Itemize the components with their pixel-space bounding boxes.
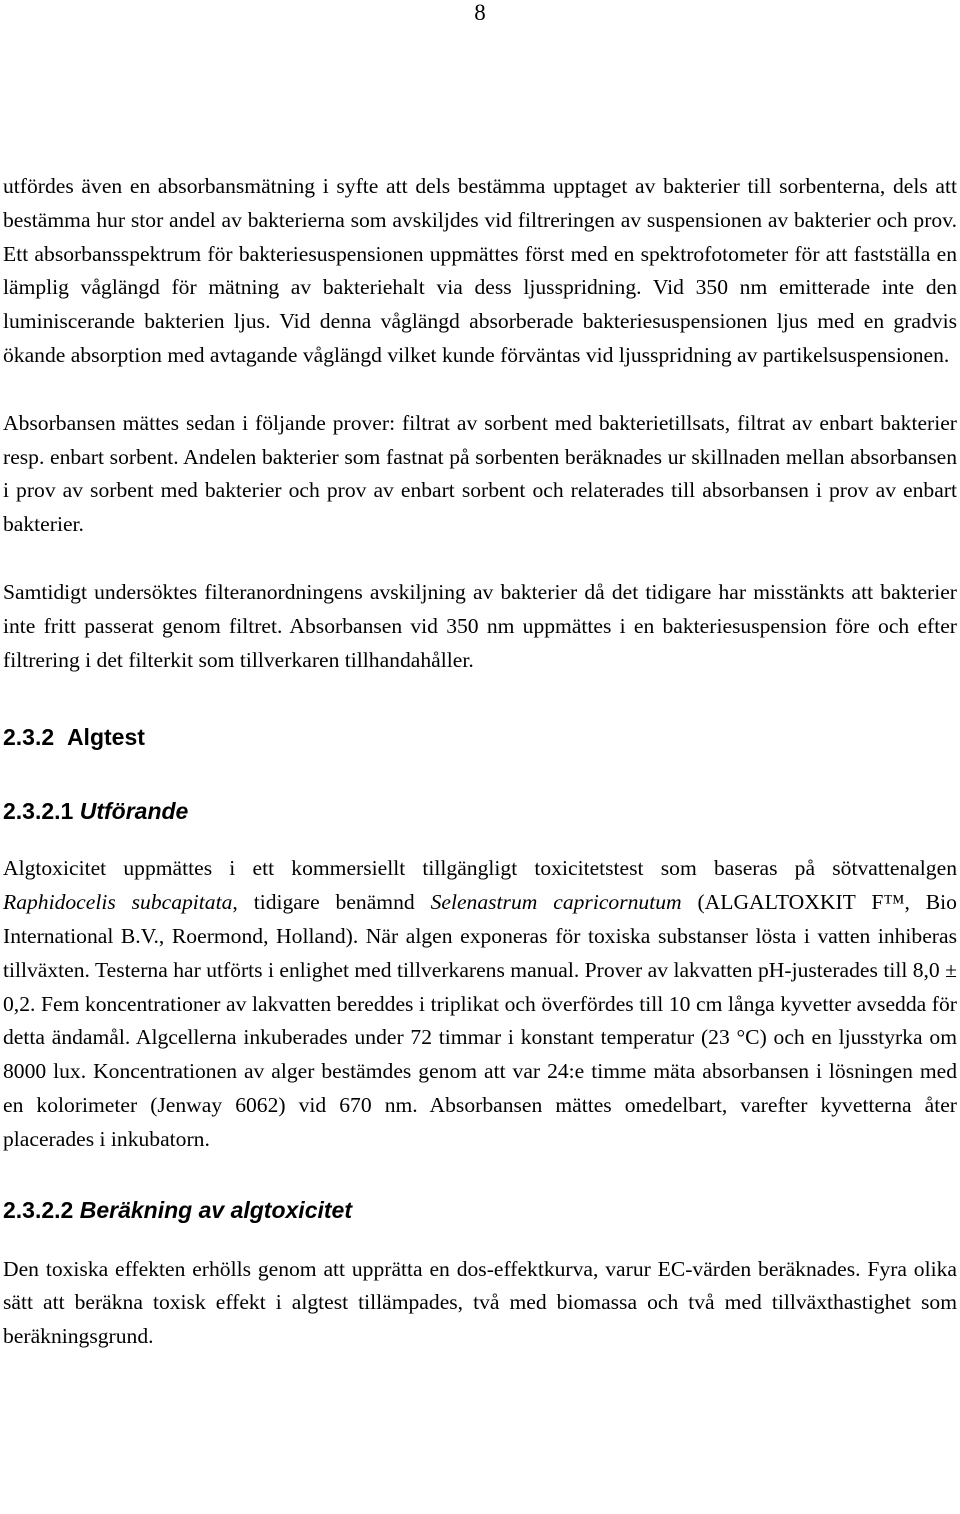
species-name-raphidocelis: Raphidocelis subcapitata <box>3 890 233 915</box>
subsection-title: Utförande <box>79 798 189 825</box>
species-name-selenastrum: Selenastrum capricornutum <box>430 890 682 915</box>
section-heading-algtest <box>3 722 957 752</box>
paragraph-utforande <box>3 852 957 1156</box>
section-title: Algtest <box>66 724 145 751</box>
section-number: 2.3.2 <box>3 724 55 751</box>
paragraph-berakning: Den toxiska effekten erhölls genom att upprätta en dos-effektkurva, varur EC-värden beräknades. Fyra olika sätt att beräkna toxisk effekt i algtest tillämpades, två med biomassa och två med tillväxthastighet som beräkningsgrund. <box>3 1256 957 1349</box>
paragraph-filter-separation: Samtidigt undersöktes filteranordningens avskiljning av bakterier då det tidigare har misstänkts att bakterier inte fritt passerat genom filtret. Absorbansen vid 350 nm uppmättes i en bakteriesuspension före och efter filtrering i det filterkit som tillverkaren tillhandahåller. <box>3 579 957 672</box>
page-number: 8 <box>474 0 486 25</box>
paragraph-absorbance-method: utfördes även en absorbansmätning i syfte att dels bestämma upptaget av bakterier till sorbenterna, dels att bestämma hur stor andel av bakterierna som avskiljdes vid filtreringen av suspensionen av bakterier och prov. Ett absorbansspektrum för bakteriesuspensionen uppmättes först med en spektrofotometer för att fastställa en lämplig våglängd för mätning av bakteriehalt via dess ljusspridning. Vid 350 nm emitterade inte den luminiscerande bakterien ljus. Vid denna våglängd absorberade bakteriesuspensionen ljus med en gradvis ökande absorption med avtagande våglängd vilket kunde förväntas vid ljusspridning av partikelsuspensionen. <box>3 174 957 367</box>
subsection-heading-berakning <box>3 1195 957 1225</box>
utforande-text-c: (ALGALTOXKIT F™, Bio International B.V., Roermond, Holland). När algen exponeras för toxiska substanser lösta i vatten inhiberas tillväxten. Testerna har utförts i enlighet med tillverkarens manual. Prover av lakvatten pH-justerades till 8,0 ± 0,2. Fem koncentrationer av lakvatten bereddes i triplikat och överfördes till 10 cm långa kyvetter avsedda för detta ändamål. Algcellerna inkuberades under 72 timmar i konstant temperatur (23 °C) och en ljusstyrka om 8000 lux. Koncentrationen av alger bestämdes genom att var 24:e timme mäta absorbansen i lösningen med en kolorimeter (Jenway 6062) vid 670 nm. Absorbansen mättes omedelbart, varefter kyvetterna åter placerades i inkubatorn. <box>3 890 957 1151</box>
utforande-text-b: , tidigare benämnd <box>232 890 431 915</box>
utforande-text-a: Algtoxicitet uppmättes i ett kommersiellt tillgängligt toxicitetstest som baseras på sötvattenalgen <box>3 856 957 881</box>
document-body <box>3 170 957 1354</box>
subsection-title: Beräkning av algtoxicitet <box>79 1196 352 1223</box>
subsection-number: 2.3.2.1 <box>3 798 74 825</box>
paragraph-absorbance-samples: Absorbansen mättes sedan i följande prover: filtrat av sorbent med bakterietillsats, filtrat av enbart bakterier resp. enbart sorbent. Andelen bakterier som fastnat på sorbenten beräknades ur skillnaden mellan absorbansen i prov av sorbent med bakterier och prov av enbart sorbent och relaterades till absorbansen i prov av enbart bakterier. <box>3 410 957 537</box>
subsection-number: 2.3.2.2 <box>3 1196 74 1223</box>
subsection-heading-utforande <box>3 796 957 826</box>
